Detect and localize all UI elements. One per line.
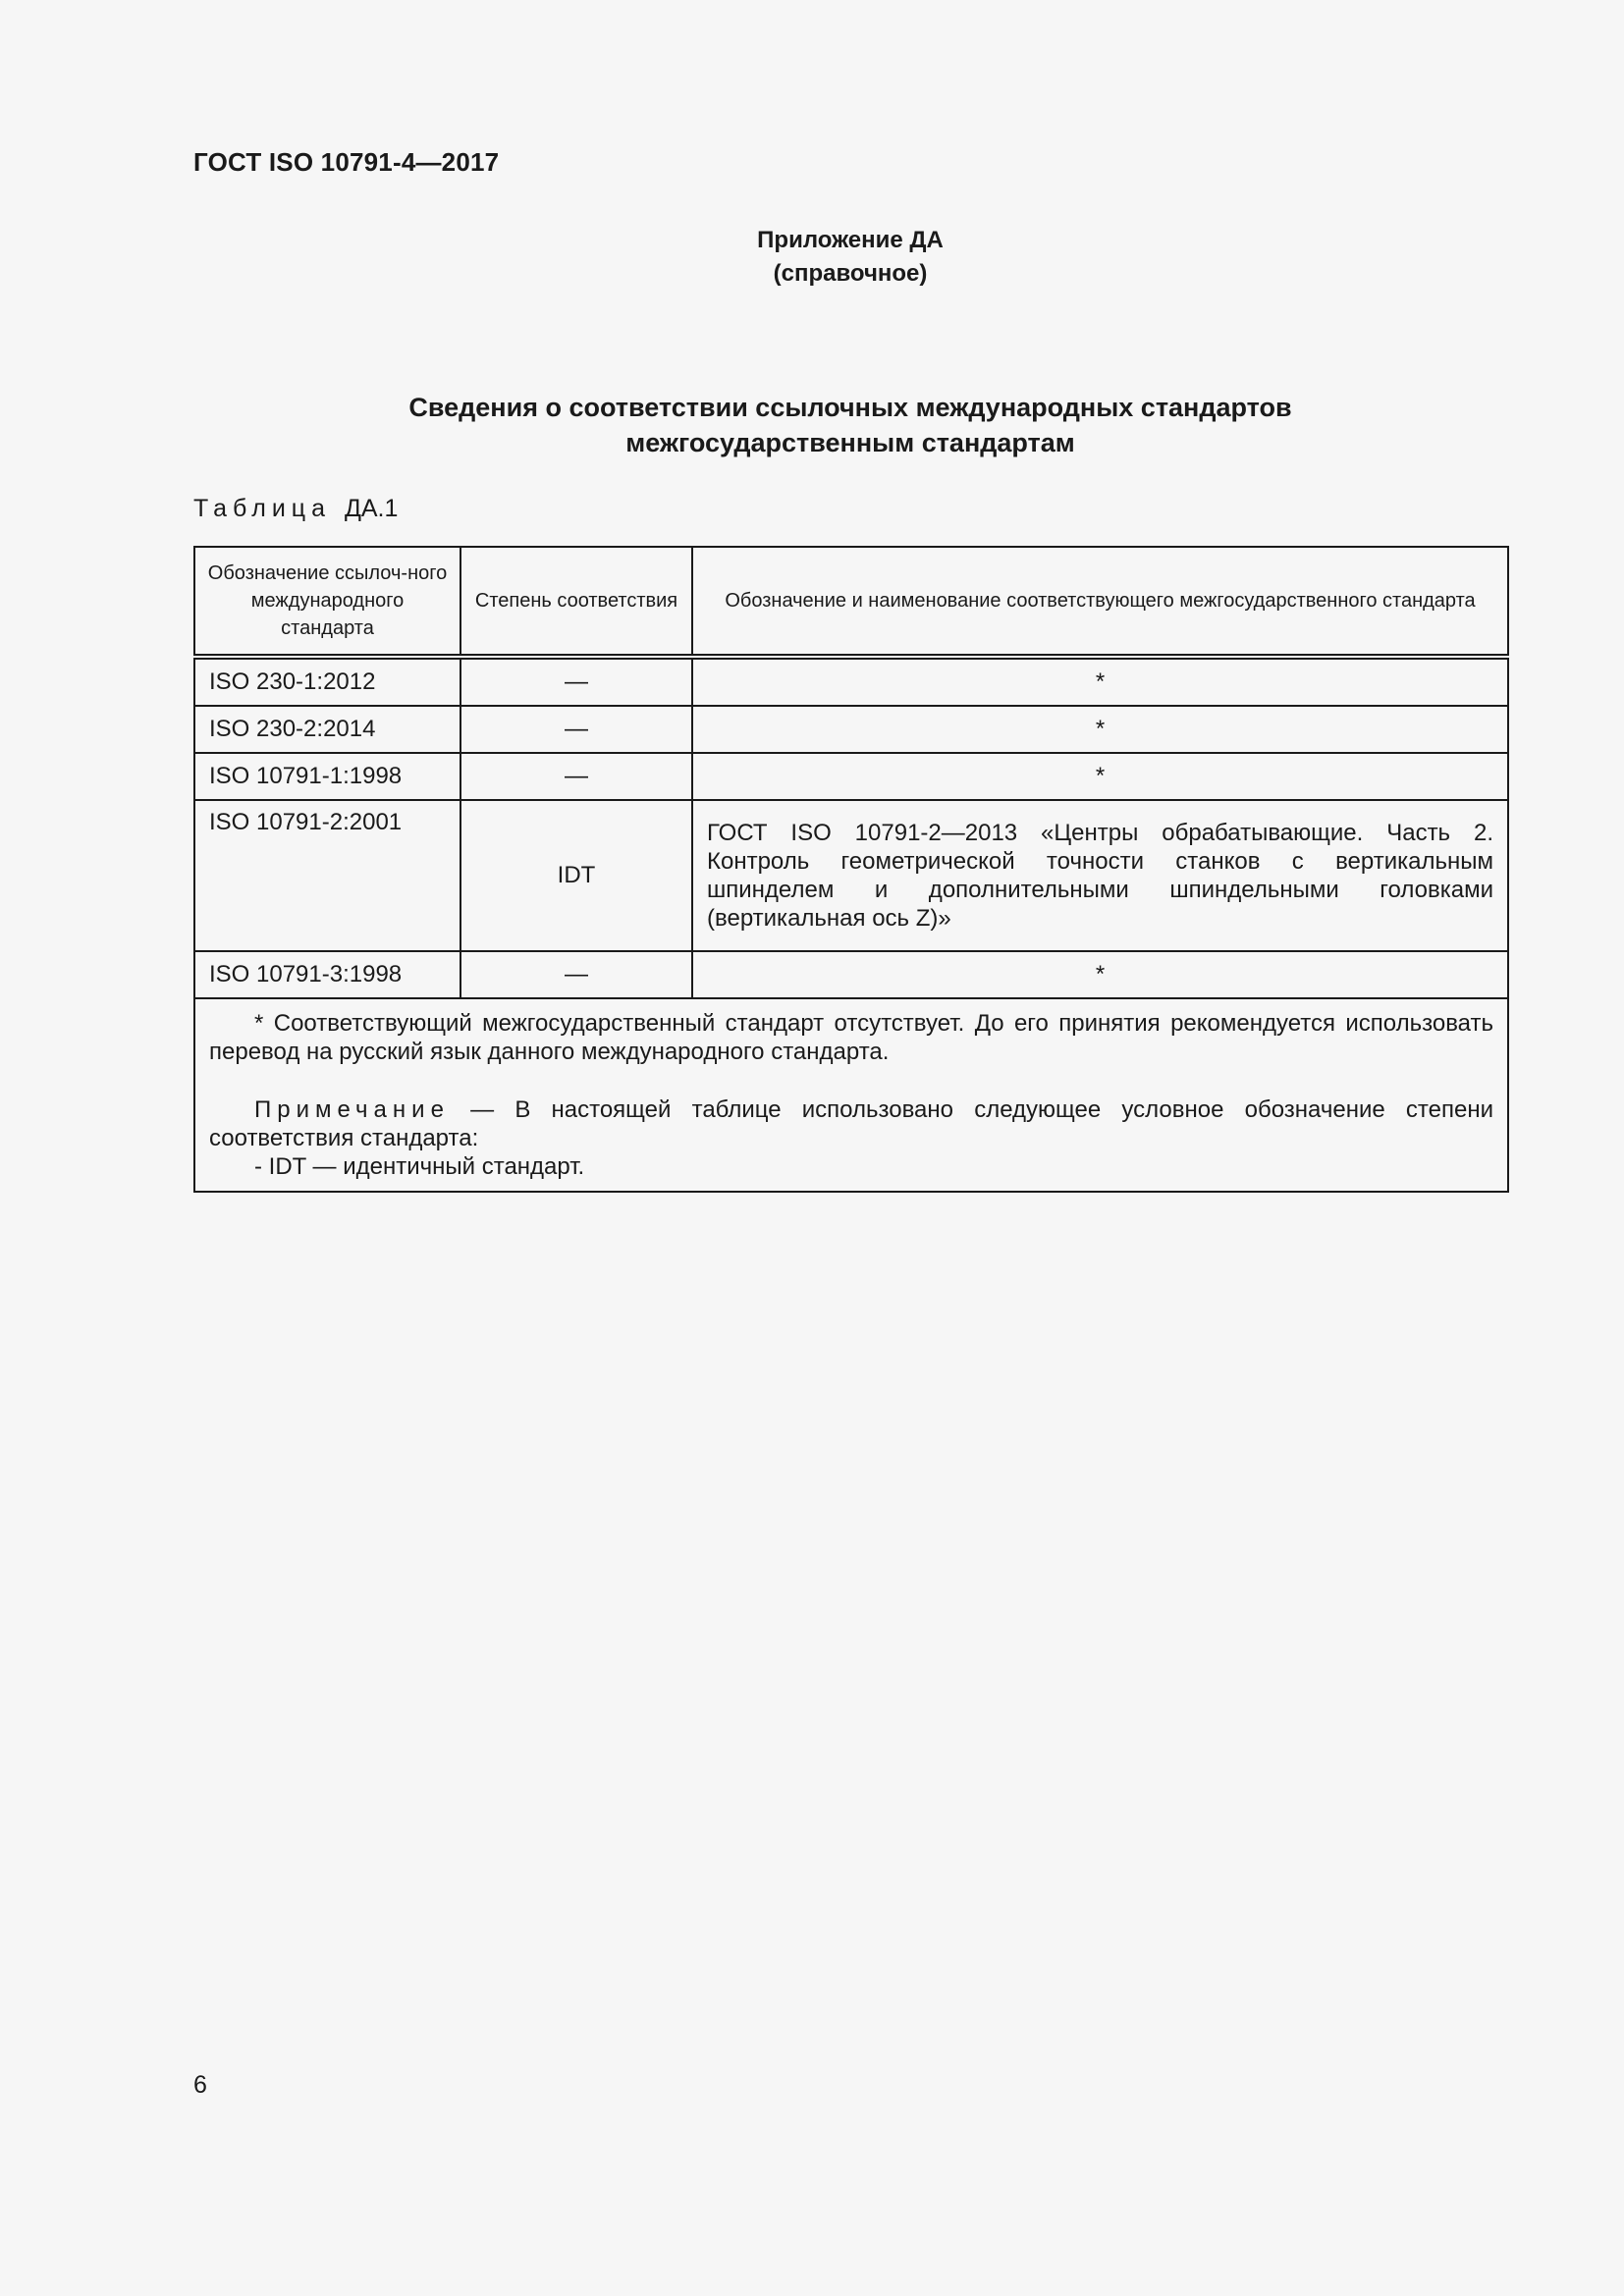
correspondence-table <box>193 546 1509 1193</box>
cell-degree: IDT <box>460 800 692 951</box>
table-row <box>194 800 1508 951</box>
section-title-line1: Сведения о соответствии ссылочных международных стандартов <box>408 393 1292 422</box>
cell-degree: — <box>460 706 692 753</box>
cell-standard: * <box>692 951 1508 998</box>
table-row <box>194 657 1508 706</box>
section-title-line2: межгосударственным стандартам <box>625 428 1075 457</box>
note-item: - IDT — идентичный стандарт. <box>254 1153 585 1180</box>
note-label: Примечание <box>254 1096 450 1123</box>
cell-standard: * <box>692 753 1508 800</box>
table-label-number: ДА.1 <box>344 495 399 522</box>
note-text: — В настоящей таблице использовано следующее условное обозначение степени соответствия стандарта: <box>209 1096 1494 1151</box>
cell-standard: * <box>692 657 1508 706</box>
table-row <box>194 753 1508 800</box>
appendix-title: Приложение ДА <box>757 227 944 253</box>
cell-iso: ISO 230-1:2012 <box>194 657 460 706</box>
table-label <box>193 495 398 523</box>
cell-degree: — <box>460 753 692 800</box>
correspondence-table-wrapper <box>193 546 1507 1193</box>
table-header-row <box>194 547 1508 657</box>
page-number: 6 <box>193 2071 207 2099</box>
cell-standard: * <box>692 706 1508 753</box>
table-label-word: Таблица <box>193 495 332 522</box>
table-row <box>194 706 1508 753</box>
footnote-text: * Соответствующий межгосударственный стандарт отсутствует. До его принятия рекомендуется использовать перевод на русский язык данного международного стандарта. <box>209 1010 1493 1065</box>
header-standard: Обозначение и наименование соответствующего межгосударственного стандарта <box>692 547 1508 657</box>
cell-iso: ISO 10791-3:1998 <box>194 951 460 998</box>
appendix-subtitle: (справочное) <box>773 260 928 287</box>
cell-iso: ISO 10791-1:1998 <box>194 753 460 800</box>
table-footnotes <box>194 998 1508 1192</box>
table-row <box>194 951 1508 998</box>
section-title <box>193 390 1507 460</box>
header-iso: Обозначение ссылоч-ного международного стандарта <box>194 547 460 657</box>
cell-iso: ISO 230-2:2014 <box>194 706 460 753</box>
cell-degree: — <box>460 657 692 706</box>
appendix-heading <box>193 224 1507 291</box>
table-note <box>209 1095 1493 1152</box>
header-degree: Степень соответствия <box>460 547 692 657</box>
cell-degree: — <box>460 951 692 998</box>
table-footnote-row <box>194 998 1508 1192</box>
cell-iso: ISO 10791-2:2001 <box>194 800 460 951</box>
cell-standard: ГОСТ ISO 10791-2—2013 «Центры обрабатывающие. Часть 2. Контроль геометрической точности станков с вертикальным шпинделем и дополнительными шпиндельными головками (вертикальная ось Z)» <box>692 800 1508 951</box>
document-header: ГОСТ ISO 10791-4—2017 <box>193 147 500 177</box>
